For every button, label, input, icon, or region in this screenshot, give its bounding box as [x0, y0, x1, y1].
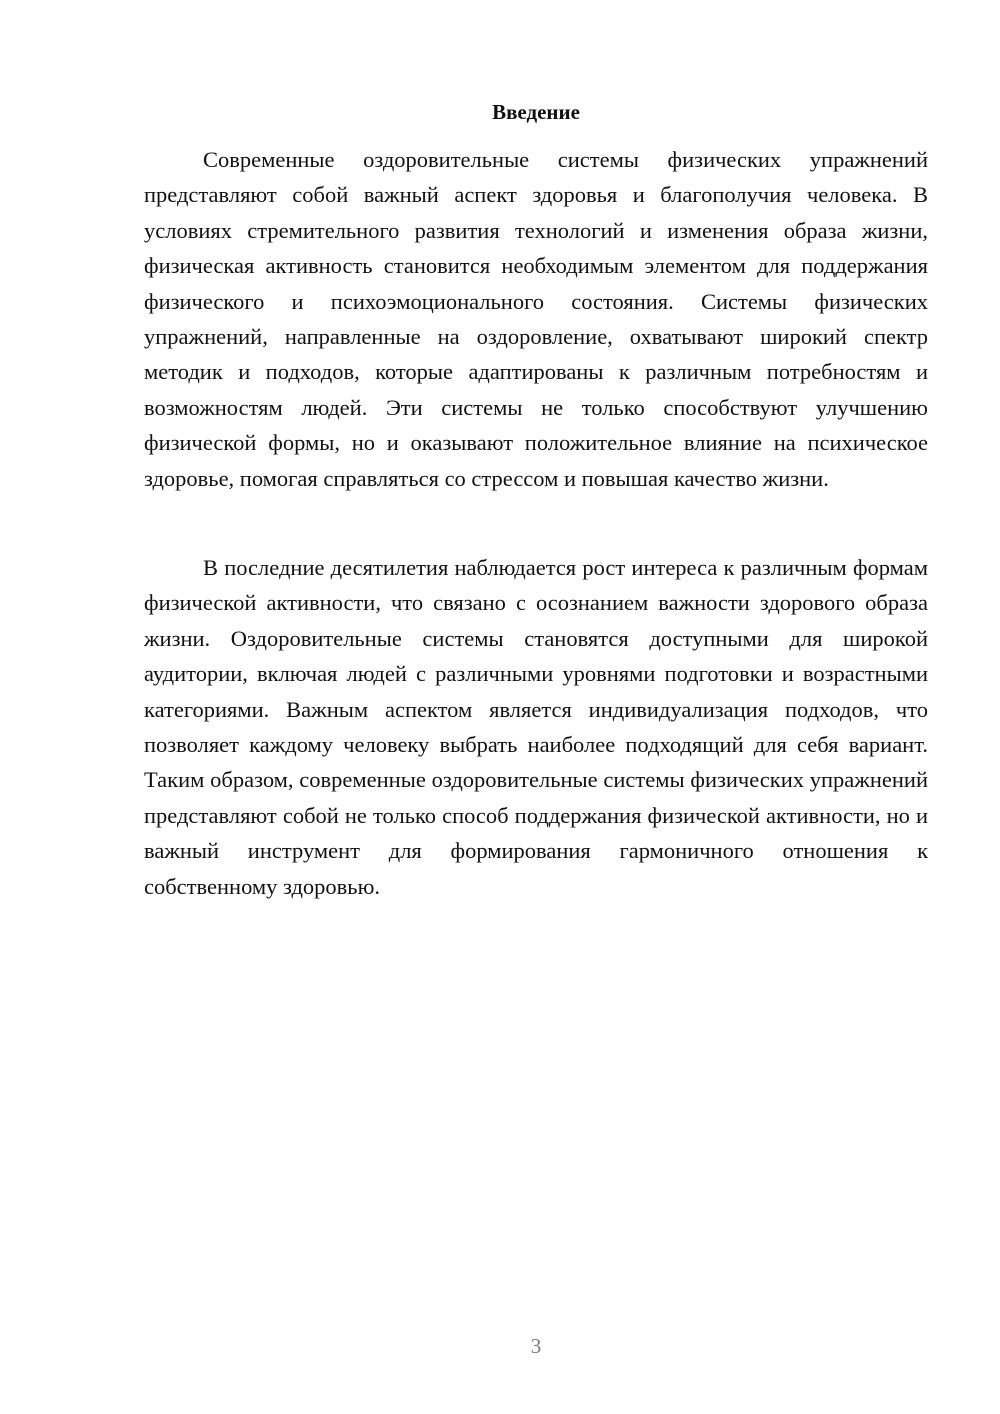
paragraph-2: В последние десятилетия наблюдается рост интереса к различным формам физической активности, что связано с осознанием важности здорового образа жизни. Оздоровительные системы становятся доступными для широкой аудитории, включая людей с различными уровнями подготовки и возрастными категориями. Важным аспектом является индивидуализация подходов, что позволяет каждому человеку выбрать наиболее подходящий для себя вариант. Таким образом, современные оздоровительные системы физических упражнений представляют собой не только способ поддержания физической активности, но и важный инструмент для формирования гармоничного отношения к собственному здоровью. [144, 555, 928, 899]
page-number: 3 [530, 1334, 542, 1358]
section-heading: Введение [492, 100, 580, 124]
paragraph-1: Современные оздоровительные системы физических упражнений представляют собой важный аспект здоровья и благополучия человека. В условиях стремительного развития технологий и изменения образа жизни, физическая активность становится необходимым элементом для поддержания физического и психоэмоционального состояния. Системы физических упражнений, направленные на оздоровление, охватывают широкий спектр методик и подходов, которые адаптированы к различным потребностям и возможностям людей. Эти системы не только способствуют улучшению физической формы, но и оказывают положительное влияние на психическое здоровье, помогая справляться со стрессом и повышая качество жизни. [144, 147, 928, 491]
